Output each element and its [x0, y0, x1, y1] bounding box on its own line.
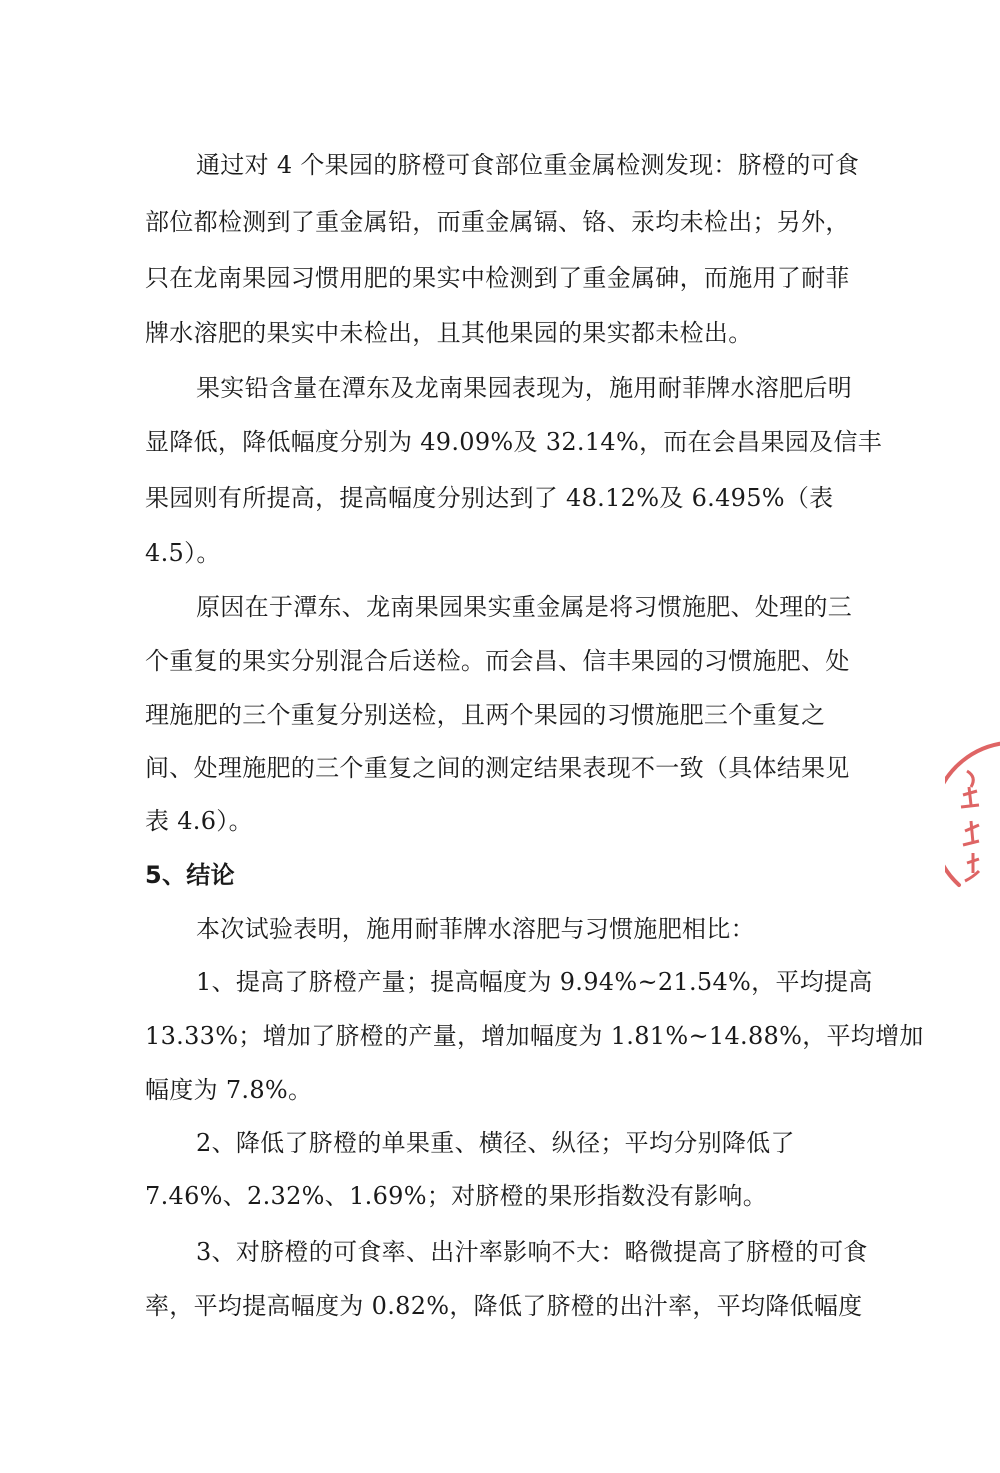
paragraph-line: 4.5）。	[145, 539, 221, 567]
paragraph-line: 果园则有所提高，提高幅度分别达到了 48.12%及 6.495%（表	[145, 484, 834, 512]
paragraph-line: 2、降低了脐橙的单果重、横径、纵径；平均分别降低了	[196, 1129, 795, 1157]
paragraph-line: 7.46%、2.32%、1.69%；对脐橙的果形指数没有影响。	[145, 1182, 768, 1210]
paragraph-line: 显降低，降低幅度分别为 49.09%及 32.14%，而在会昌果园及信丰	[145, 428, 883, 456]
paragraph-line: 间、处理施肥的三个重复之间的测定结果表现不一致（具体结果见	[145, 754, 850, 782]
paragraph-line: 本次试验表明，施用耐菲牌水溶肥与习惯施肥相比：	[196, 915, 755, 943]
paragraph-line: 通过对 4 个果园的脐橙可食部位重金属检测发现：脐橙的可食	[196, 151, 860, 179]
paragraph-line: 1、提高了脐橙产量；提高幅度为 9.94%~21.54%，平均提高	[196, 968, 873, 996]
seal-stamp-icon	[945, 735, 1000, 915]
paragraph-line: 部位都检测到了重金属铅，而重金属镉、铬、汞均未检出；另外，	[145, 208, 850, 236]
paragraph-line: 果实铅含量在潭东及龙南果园表现为，施用耐菲牌水溶肥后明	[196, 374, 853, 402]
paragraph-line: 幅度为 7.8%。	[145, 1076, 313, 1104]
section-heading: 5、结论	[145, 861, 235, 889]
paragraph-line: 表 4.6）。	[145, 807, 253, 835]
paragraph-line: 率，平均提高幅度为 0.82%，降低了脐橙的出汁率，平均降低幅度	[145, 1292, 863, 1320]
paragraph-line: 3、对脐橙的可食率、出汁率影响不大：略微提高了脐橙的可食	[196, 1238, 868, 1266]
paragraph-line: 13.33%；增加了脐橙的产量，增加幅度为 1.81%~14.88%，平均增加	[145, 1022, 924, 1050]
paragraph-line: 只在龙南果园习惯用肥的果实中检测到了重金属砷，而施用了耐菲	[145, 264, 850, 292]
paragraph-line: 个重复的果实分别混合后送检。而会昌、信丰果园的习惯施肥、处	[145, 647, 850, 675]
paragraph-line: 牌水溶肥的果实中未检出，且其他果园的果实都未检出。	[145, 319, 753, 347]
paragraph-line: 原因在于潭东、龙南果园果实重金属是将习惯施肥、处理的三	[196, 593, 853, 621]
paragraph-line: 理施肥的三个重复分别送检，且两个果园的习惯施肥三个重复之	[145, 701, 826, 729]
